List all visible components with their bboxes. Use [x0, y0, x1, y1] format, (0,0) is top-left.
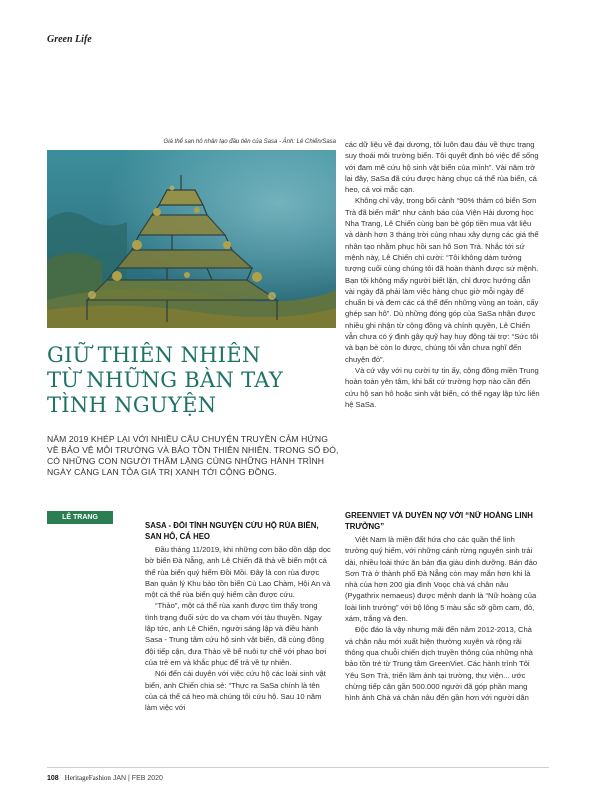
- magazine-brand: HeritageFashion: [64, 774, 111, 782]
- paragraph: Việt Nam là miền đất hứa cho các quần thể linh trưởng quý hiếm, với những cánh rừng nguyên sinh trải dài, nhiều loài thức ăn bản địa giàu dinh dưỡng. Bán đảo Sơn Trà ở thành phố Đà Nẵng còn may mắn hơn khi là nhà của hơn 200 gia đình Voọc chà vá chân nâu (Pygathrix nemaeus) được mệnh danh là “Nữ hoàng của loài linh trưởng” với bộ lông 5 màu sắc sỡ gồm cam, đỏ, xám, trắng và đen.: [345, 535, 538, 624]
- article-column-right-top: [345, 139, 540, 507]
- paragraph: Và cứ vậy với nụ cười tự tin ấy, cộng đồng miền Trung hoàn toàn yên tâm, khi bất cứ trường hợp nào cần đến cứu hộ san hô hoặc sinh vật biển, có thể ngay lập tức liên hệ SaSa.: [345, 365, 540, 409]
- footer-divider: [47, 767, 549, 768]
- article-column-right-bottom: [345, 511, 540, 761]
- author-badge: LÊ TRANG: [47, 511, 113, 524]
- article-column-left: [145, 521, 331, 759]
- subheading-greenviet: GREENVIET VÀ DUYÊN NỢ VỚI “NỮ HOÀNG LINH TRƯỞNG”: [345, 511, 533, 531]
- article-lead: NĂM 2019 KHÉP LẠI VỚI NHIỀU CÂU CHUYỆN TRUYỀN CẢM HỨNG VỀ BẢO VỆ MÔI TRƯỜNG VÀ BẢO TỒN THIÊN NHIÊN. TRONG SỐ ĐÓ, CÓ NHỮNG CON NGƯỜI THẦM LẶNG CÙNG NHỮNG HÀNH TRÌNH NGÀY CÀNG LAN TỎA GIÁ TRỊ XANH TỚI CỘNG ĐỒNG.: [47, 434, 339, 477]
- headline-line-2: TỪ NHỮNG BÀN TAY: [47, 368, 284, 392]
- section-label: Green Life: [47, 34, 92, 45]
- paragraph: các dữ liệu về đại dương, tôi luôn đau đáu về thực trạng suy thoái môi trường biển. Tôi quyết định bỏ việc để sống với đam mê cứu hộ sinh vật biển của mình”. Vài năm trở lại đây, SaSa đã cứu được hàng chục cá thể rùa biển, cá heo, cá voi mắc cạn.: [345, 140, 539, 195]
- photo-caption: Giá thể san hô nhân tạo đầu tiên của Sasa - Ảnh: Lê Chiến/Sasa: [163, 139, 336, 145]
- page-number: 108: [47, 775, 59, 782]
- paragraph: Độc đáo là vậy nhưng mãi đến năm 2012-2013, Chà vá chân nâu mới xuất hiện thường xuyên và rộng rãi thông qua chuỗi chiến dịch truyền thông của những nhà bảo tồn trẻ từ Trung tâm GreenViet. Các hành trình Tôi Yêu Sơn Trà, triển lãm ảnh tại trường, thư viện... ước chừng tiếp cận gần 500.000 người đã góp phần mang hình ảnh Chà vá chân nâu đến gần hơn với người dân: [345, 625, 533, 703]
- headline-line-1: GIỮ THIÊN NHIÊN: [47, 343, 261, 367]
- coral-structure-illustration: [47, 150, 336, 328]
- paragraph: “Thảo”, một cá thể rùa xanh được tìm thấy trong tình trạng đuối sức do va chạm với tàu thuyền. Ngay lập tức, anh Lê Chiến, người sáng lập và điều hành Sasa - Trung tâm cứu hộ sinh vật biển, đã cùng đồng đội tiếp cận, đưa Thảo về bể nuôi tự chế với phao bơi của trẻ em và khắc phục để trả về tự nhiên.: [145, 601, 327, 667]
- coral-photo: [47, 150, 336, 328]
- paragraph: Đầu tháng 11/2019, khi những cơn bão dồn dập dọc bờ biển Đà Nẵng, anh Lê Chiến đã thả về biển một cá thể rùa biển quý hiếm Đồi Mồi. Đây là con rùa được Ban quản lý Khu bảo tồn biển Cù Lao Chàm, Hội An và một cá thể rùa biển quý hiếm cần được cứu.: [145, 545, 331, 600]
- paragraph: Nói đến cái duyên với việc cứu hộ các loài sinh vật biển, anh Chiến chia sẻ: “Thực ra SaSa chính là tên của cá thể cá heo mà chúng tôi cứu hộ. Sau 10 năm làm việc với: [145, 669, 326, 713]
- headline-line-3: TÌNH NGUYỆN: [47, 393, 217, 417]
- paragraph: Không chỉ vậy, trong bối cảnh “90% thảm có biển Sơn Trà đã biến mất” như cảnh báo của Viện Hải dương học Nha Trang, Lê Chiến cùng bạn bè góp tiền mua vật liệu và dành hơn 3 tháng trời cùng nhau xây dựng các giá thể nhân tạo nhằm phục hồi san hô Sơn Trà. Nhắc tới sứ mệnh này, Lê Chiến chỉ cười: “Tôi không dám tưởng tượng cuối cùng chúng tôi đã hoàn thành được sứ mệnh. Bạn tôi không mấy người biết lặn, chỉ được hướng dẫn vài ngày đã phải làm việc hàng chục giờ mỗi ngày để chuẩn bị và đem các cá thể đến những vùng an toàn, cấy ghép san hô”. Dù những đóng góp của SaSa nhận được nhiều ghi nhận từ cộng đồng và chính quyền, Lê Chiến vẫn chưa có ý định gây quỹ hay huy động tài trợ: “Sức tôi và bạn bè còn lo được, chúng tôi vẫn chưa nghĩ đến chuyện đó”.: [345, 196, 539, 364]
- subheading-sasa: SASA - ĐÔI TÌNH NGUYỆN CỨU HỘ RÙA BIỂN, SAN HÔ, CÁ HEO: [145, 521, 319, 541]
- page-footer: [47, 774, 163, 782]
- issue-date: JAN | FEB 2020: [112, 775, 163, 782]
- article-headline: [47, 343, 337, 418]
